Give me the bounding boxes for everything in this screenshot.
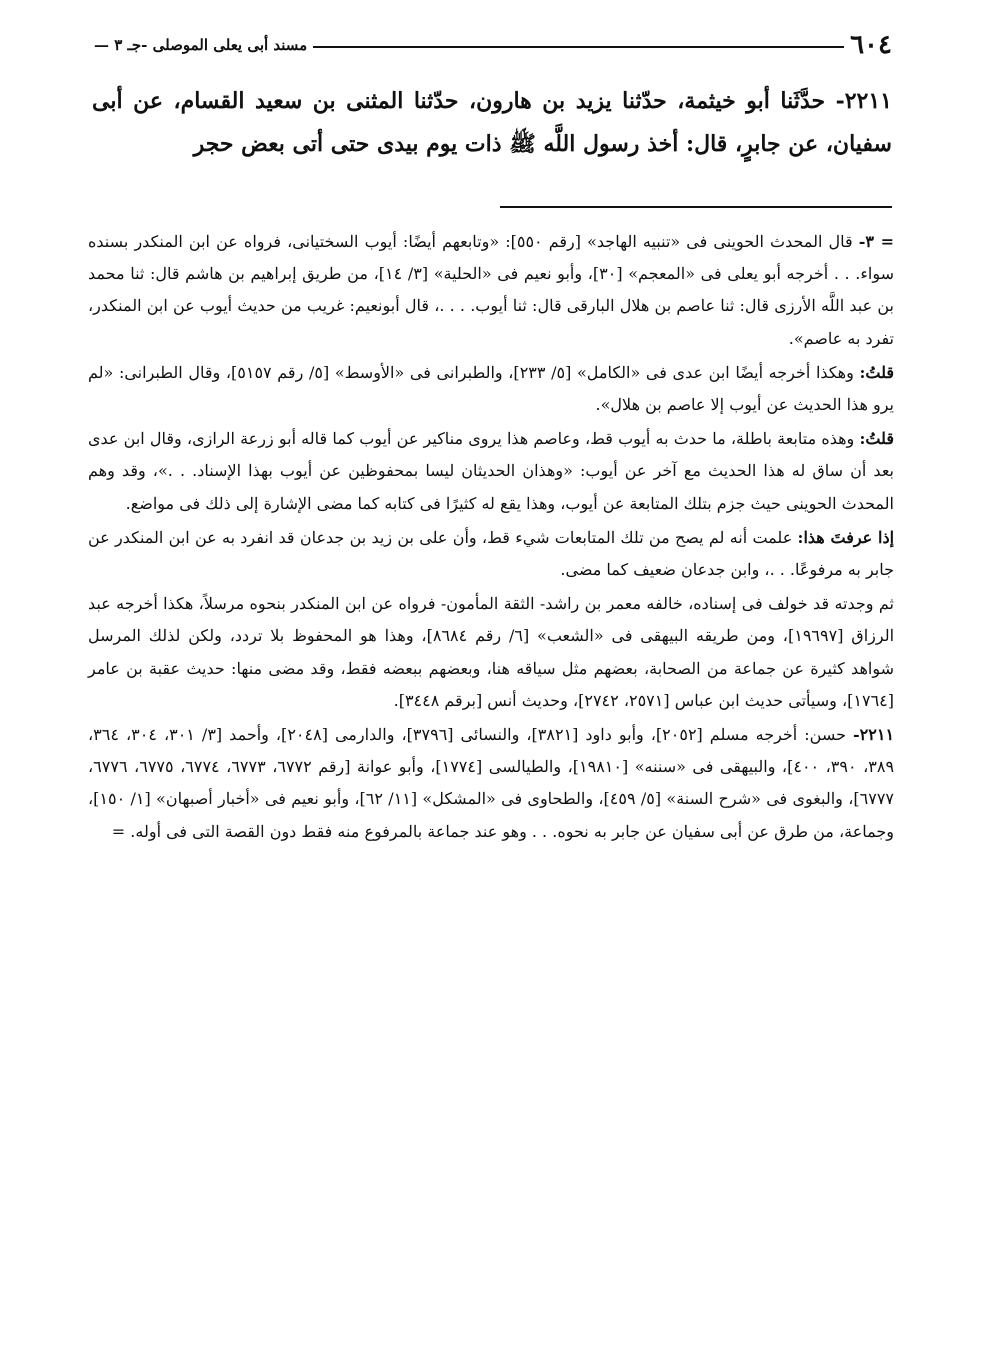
- running-header: [88, 30, 898, 58]
- footnote-text: حسن: أخرجه مسلم [٢٠٥٢]، وأبو داود [٣٨٢١]، والنسائى [٣٧٩٦]، والدارمى [٢٠٤٨]، وأحمد [٣/ ٣٠١، ٣٠٤، ٣٦٤، ٣٨٩، ٣٩٠، ٤٠٠]، والبيهقى فى «سننه» [١٩٨١٠]، والطيالسى [١٧٧٤]، وأبو عوانة [رقم ٦٧٧٢، ٦٧٧٣، ٦٧٧٤، ٦٧٧٥، ٦٧٧٦، ٦٧٧٧]، والبغوى فى «شرح السنة» [٥/ ٤٥٩]، والطحاوى فى «المشكل» [١١/ ٦٢]، وأبو نعيم فى «أخبار أصبهان» [١/ ١٥٠]، وجماعة، من طرق عن أبى سفيان عن جابر به نحوه. . . وهو عند جماعة بالمرفوع منه فقط دون القصة التى فى أوله.: [88, 725, 895, 841]
- footnote-text: قال المحدث الحوينى فى «تنبيه الهاجد» [رقم ٥٥٠]: «وتابعهم أيضًا: أيوب السختيانى، فرواه عن ابن المنكدر بسنده سواء. . . أخرجه أبو يعلى فى «المعجم» [٣٠]، وأبو نعيم فى «الحلية» [٣/ ١٤]، من طريق إبراهيم بن هاشم قال: ثنا محمد بن عبد اللَّه الأرزى قال: ثنا عاصم بن هلال البارقى قال: ثنا أيوب. . . .، قال أبونعيم: غريب من حديث أيوب عن ابن المنكدر، تفرد به عاصم».: [88, 232, 895, 348]
- footnote-lead: قلتُ:: [859, 362, 895, 382]
- footnote-paragraph: [88, 423, 894, 520]
- page-number: ٦٠٤: [844, 30, 898, 60]
- hadith-number: ٢٢١١-: [835, 88, 892, 114]
- footnote-text: ثم وجدته قد خولف فى إسناده، خالفه معمر بن راشد- الثقة المأمون- فرواه عن ابن المنكدر بنحوه مرسلاً، هكذا أخرجه عبد الرزاق [١٩٦٩٧]، ومن طريقه البيهقى فى «الشعب» [٦/ رقم ٨٦٨٤]، وهذا هو المحفوظ بلا تردد، ولكن لذلك المرسل شواهد كثيرة عن جماعة من الصحابة، بعضهم مثل سياقه هنا، وبعضهم ببعضه فقط، وقد مضى منها: حديث عقبة بن عامر [١٧٦٤]، وسيأتى حديث ابن عباس [٢٥٧١، ٢٧٤٢]، وحديث أنس [برقم ٣٤٤٨].: [88, 594, 895, 710]
- footnote-text: وهذه متابعة باطلة، ما حدث به أيوب قط، وعاصم هذا يروى مناكير عن أيوب كما قاله أبو زرعة الرازى، وقال ابن عدى بعد أن ساق له هذا الحديث مع آخر عن أيوب: «وهذان الحديثان ليسا بمحفوظين عن أيوب بهذا الإسناد. . .»، وقد وهم المحدث الحوينى حيث جزم بتلك المتابعة عن أيوب، وهذا يقع له كثيرًا فى كتابه كما مضى الإشارة إلى ذلك فى مواضع.: [88, 429, 895, 513]
- footnote-text: علمت أنه لم يصح من تلك المتابعات شيء قط، وأن على بن زيد بن جدعان قد انفرد به عن ابن المنكدر عن جابر به مرفوعًا. . .، وابن جدعان ضعيف كما مضى.: [88, 527, 894, 580]
- footnote-separator: [500, 206, 892, 208]
- footnote-lead: قلتُ:: [859, 429, 894, 449]
- footnote-lead: إذا عرفتَ هذا:: [797, 527, 895, 547]
- continuation-mark: =: [111, 821, 126, 841]
- hadith-body: حدَّثَنا أبو خيثمة، حدّثنا يزيد بن هارون، حدّثنا المثنى بن سعيد القسام، عن أبى سفيان، عن جابرٍ، قال: أخذ رسول اللَّه ﷺ ذات يوم بيدى حتى أتى بعض حجر: [92, 88, 892, 157]
- hadith-text: [92, 80, 892, 166]
- footnote-paragraph: [88, 588, 894, 717]
- footnote-paragraph: [88, 226, 894, 355]
- footnotes: [88, 226, 894, 850]
- footnote-paragraph: [88, 719, 894, 848]
- book-title: مسند أبى يعلى الموصلى -جـ ٣ —: [88, 36, 313, 54]
- footnote-lead: ٢٢١١-: [853, 725, 895, 745]
- footnote-paragraph: [88, 522, 894, 586]
- footnote-paragraph: [88, 357, 894, 421]
- footnote-lead: = ٣-: [858, 232, 894, 251]
- footnote-text: وهكذا أخرجه أيضًا ابن عدى فى «الكامل» [٥/ ٢٣٣]، والطبرانى فى «الأوسط» [٥/ رقم ٥١٥٧]، وقال الطبرانى: «لم يرو هذا الحديث عن أيوب إلا عاصم بن هلال».: [88, 362, 894, 415]
